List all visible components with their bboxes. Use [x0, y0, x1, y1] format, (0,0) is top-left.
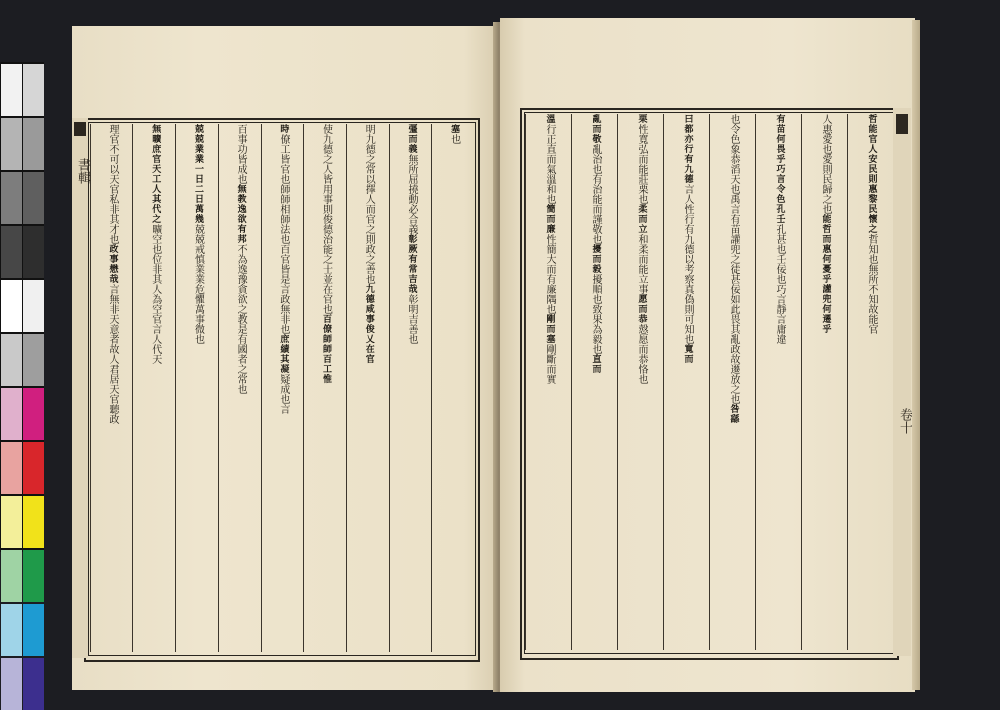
- right-fold-strip: [893, 108, 911, 656]
- commentary-text: 疑成也言: [277, 374, 289, 414]
- text-column: [132, 124, 176, 652]
- commentary-text: 彰明吉善也: [405, 294, 417, 344]
- commentary-text: 人惠愛也愛則民歸之也: [820, 114, 831, 214]
- calibration-swatch: [1, 226, 22, 278]
- right-page: [500, 18, 915, 692]
- commentary-text: 無所屈撓動必合義: [405, 154, 417, 234]
- commentary-text: 兢兢戒慎業業危懼萬事微也: [192, 224, 204, 344]
- right-fold-title: 卷十: [897, 408, 912, 434]
- main-text: 無教逸欲有邦: [235, 184, 246, 244]
- text-column: [218, 124, 262, 652]
- main-text: 簡而廉: [544, 204, 555, 234]
- commentary-text: 和柔而能立事: [636, 234, 647, 294]
- text-column: [617, 114, 664, 650]
- calibration-swatch: [23, 496, 44, 548]
- text-column: [709, 114, 756, 650]
- calibration-swatch: [1, 496, 22, 548]
- main-text: 百僚師師百工惟: [321, 314, 332, 384]
- calibration-swatch: [23, 388, 44, 440]
- text-column: [261, 124, 305, 652]
- left-fold-strip: [72, 118, 88, 658]
- main-text: 時: [278, 124, 289, 134]
- commentary-text: 也令色象恭滔天也禹言有苗讙兜之徒甚佞如此畏其亂政故遷放之也: [728, 114, 739, 404]
- commentary-text: 曠空也位非其人為空官言人代天: [149, 224, 161, 364]
- text-column: [755, 114, 802, 650]
- calibration-swatch: [23, 550, 44, 602]
- calibration-swatch: [23, 334, 44, 386]
- commentary-text: 言無非天意者故人君居天官聽政: [107, 284, 119, 424]
- calibration-swatch: [23, 172, 44, 224]
- left-fold-title: 書輯: [75, 158, 90, 184]
- main-text: 溫: [544, 114, 555, 124]
- commentary-text: 擾順也致果為毅也: [590, 274, 601, 354]
- text-column: [175, 124, 219, 652]
- main-text: 柔而立: [636, 204, 647, 234]
- commentary-text: 慤愿而恭恪也: [636, 324, 647, 384]
- commentary-text: 百事功皆成也: [235, 124, 247, 184]
- calibration-swatch: [1, 658, 22, 710]
- commentary-text: 行正直而氣溫和也: [544, 124, 555, 204]
- text-column: [389, 124, 433, 652]
- left-text-area: [89, 124, 474, 652]
- text-column: [663, 114, 710, 650]
- commentary-text: 不為逸豫貪欲之教是有國者之常也: [235, 244, 247, 394]
- calibration-swatch: [23, 226, 44, 278]
- commentary-text: 性寬弘而能莊栗也: [636, 124, 647, 204]
- text-column: [431, 124, 475, 652]
- main-text: 庶績其凝: [278, 334, 289, 374]
- main-text: 政事懋哉: [107, 244, 118, 284]
- main-text: 兢兢業業一日二日萬幾: [192, 124, 203, 224]
- main-text: 咎繇: [728, 404, 739, 424]
- main-text: 能哲而惠何憂乎讙兜何遷乎: [820, 214, 831, 334]
- main-text: 彰厥有常吉哉: [406, 234, 417, 294]
- text-column: [571, 114, 618, 650]
- commentary-text: 性簡大而有廉隅也: [544, 234, 555, 314]
- calibration-swatch: [23, 118, 44, 170]
- calibration-swatch: [1, 388, 22, 440]
- calibration-swatch: [23, 442, 44, 494]
- main-text: 無曠庶官天工人其代之: [150, 124, 161, 224]
- main-text: 有苗何畏乎巧言令色孔壬: [774, 114, 785, 224]
- main-text: 彊而義: [406, 124, 417, 154]
- calibration-swatch: [1, 172, 22, 224]
- main-text: 哲能官人安民則惠黎民懷之: [866, 114, 877, 234]
- commentary-text: 剛斷而實: [544, 344, 555, 384]
- commentary-text: 理官不可以天官私非其才也: [107, 124, 119, 244]
- left-page: [72, 26, 498, 690]
- text-column: [303, 124, 347, 652]
- main-text: 栗: [636, 114, 647, 124]
- main-text: 曰都亦行有九德: [682, 114, 693, 184]
- calibration-swatch: [1, 604, 22, 656]
- text-column: [847, 114, 894, 650]
- main-text: 亂而敬: [590, 114, 601, 144]
- commentary-text: 言人性行有九德以考察真偽則可知也: [682, 184, 693, 344]
- main-text: 塞: [449, 124, 460, 134]
- text-column: [90, 124, 134, 652]
- calibration-swatch: [1, 280, 22, 332]
- fold-fishtail-mark: [896, 114, 908, 134]
- commentary-text: 亂治也有治能而謹敬也: [590, 144, 601, 244]
- main-text: 愿而恭: [636, 294, 647, 324]
- text-column: [346, 124, 390, 652]
- calibration-swatch: [1, 550, 22, 602]
- color-calibration-strip: [0, 62, 44, 552]
- commentary-text: 哲知也無所不知故能官: [866, 234, 877, 334]
- main-text: 擾而毅: [590, 244, 601, 274]
- calibration-swatch: [1, 64, 22, 116]
- commentary-text: 僚工皆官也師師相師法也百官皆是言政無非也: [277, 134, 289, 334]
- calibration-swatch: [23, 604, 44, 656]
- right-text-area: [525, 114, 893, 650]
- calibration-swatch: [23, 658, 44, 710]
- main-text: 寬而: [682, 344, 693, 364]
- commentary-text: 明九德之常以擇人而官之則政之善也: [363, 124, 375, 284]
- page-edge: [912, 20, 920, 690]
- text-column: [801, 114, 848, 650]
- main-text: 剛而塞: [544, 314, 555, 344]
- main-text: 直而: [590, 354, 601, 374]
- text-column: [525, 114, 572, 650]
- commentary-text: 孔甚也壬佞也巧言靜言庸違: [774, 224, 785, 344]
- commentary-text: 使九德之人皆用事則俊德治能之士並在官也: [320, 124, 332, 314]
- fold-fishtail-mark: [74, 122, 86, 136]
- calibration-swatch: [23, 64, 44, 116]
- calibration-swatch: [1, 118, 22, 170]
- main-text: 九德咸事俊乂在官: [363, 284, 374, 364]
- calibration-swatch: [23, 280, 44, 332]
- calibration-swatch: [1, 334, 22, 386]
- calibration-swatch: [1, 442, 22, 494]
- commentary-text: 也: [448, 134, 460, 144]
